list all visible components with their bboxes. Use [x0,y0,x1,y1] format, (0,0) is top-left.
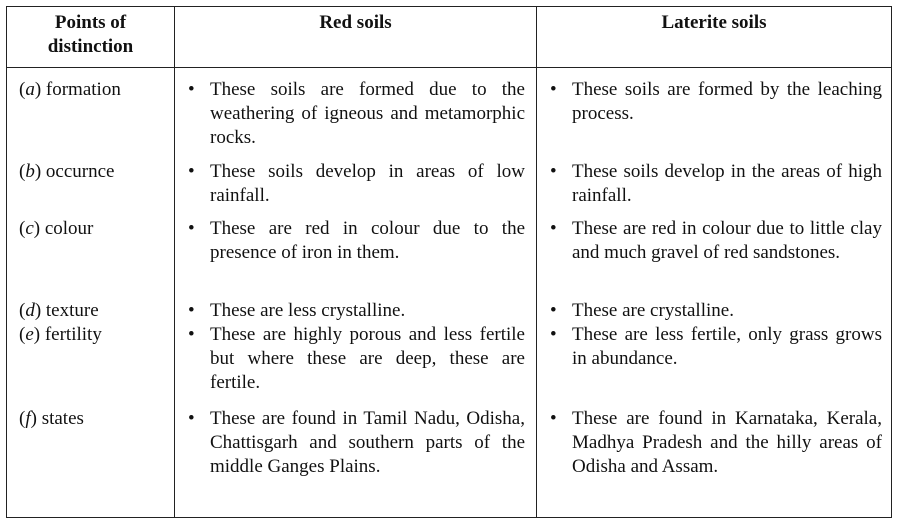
bullet: • [188,324,195,345]
point-label-occurnce: (b) occurnce [19,161,115,182]
bullet: • [550,324,557,345]
laterite-cell [550,323,882,371]
point-letter: b [25,161,35,182]
point-label-fertility: (e) fertility [19,324,102,345]
point-letter: d [25,300,35,321]
laterite-cell [550,78,882,126]
laterite-text: These soils are formed by the leaching process. [572,79,882,124]
bullet: • [188,300,195,321]
bullet: • [550,218,557,239]
laterite-cell [550,160,882,208]
header-laterite-soils: Laterite soils [661,12,767,33]
column-divider [174,7,175,517]
point-name: colour [44,218,94,239]
bullet: • [188,218,195,239]
point-letter: a [25,79,35,100]
bullet: • [550,161,557,182]
header-line: distinction [47,36,134,57]
red-text: These soils develop in areas of low rainfall. [210,161,525,206]
laterite-cell [550,299,882,323]
bullet: • [550,300,557,321]
header-line: Points of [54,12,127,33]
column-divider [536,7,537,517]
red-cell [188,217,525,265]
red-cell [188,78,525,150]
header-points-of-distinction [7,11,174,59]
soil-comparison-table [6,6,892,518]
laterite-text: These are found in Karnataka, Kerala, Madhya Pradesh and the hilly areas of Odisha and Assam. [572,408,882,477]
point-name: fertility [44,324,102,345]
red-text: These are less crystalline. [210,300,406,321]
point-name: formation [45,79,121,100]
laterite-cell [550,217,882,289]
point-label-texture: (d) texture [19,300,99,321]
bullet: • [188,408,195,429]
point-label-colour: (c) colour [19,218,94,239]
bullet: • [550,79,557,100]
red-text: These are found in Tamil Nadu, Odisha, Chattisgarh and southern parts of the middle Ganges Plains. [210,408,525,477]
laterite-cell [550,407,882,503]
laterite-text: These are red in colour due to little clay and much gravel of red sandstones. [572,218,882,263]
red-text: These are highly porous and less fertile but where these are deep, these are fertile. [210,324,525,393]
point-name: states [41,408,84,429]
point-label-formation: (a) formation [19,79,121,100]
red-cell [188,407,525,503]
red-cell [188,160,525,208]
header-divider [7,67,891,68]
point-letter: f [25,408,31,429]
red-text: These soils are formed due to the weathering of igneous and metamorphic rocks. [210,79,525,148]
point-label-states: (f) states [19,408,84,429]
red-text: These are red in colour due to the presence of iron in them. [210,218,525,263]
red-cell [188,323,525,395]
bullet: • [550,408,557,429]
red-cell [188,299,525,323]
point-letter: e [25,324,34,345]
bullet: • [188,161,195,182]
point-letter: c [25,218,34,239]
laterite-text: These are crystalline. [572,300,734,321]
point-name: occurnce [45,161,115,182]
bullet: • [188,79,195,100]
point-name: texture [45,300,99,321]
header-red-soils: Red soils [319,12,392,33]
laterite-text: These soils develop in the areas of high rainfall. [572,161,882,206]
laterite-text: These are less fertile, only grass grows in abundance. [572,324,882,369]
